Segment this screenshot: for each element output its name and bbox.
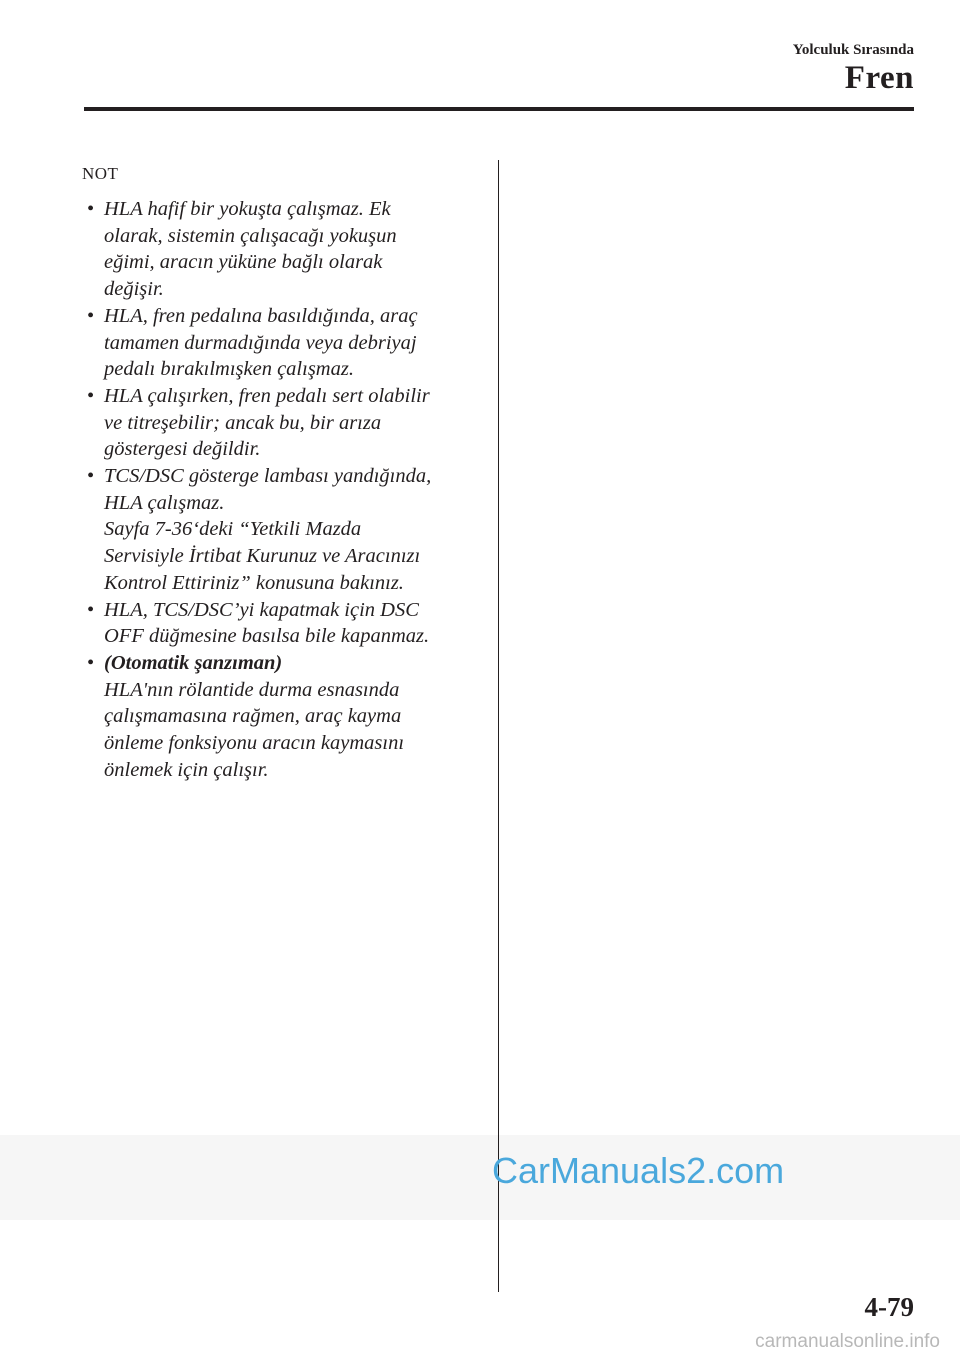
note-line: olarak, sistemin çalışacağı yokuşun	[104, 224, 397, 247]
note-line: Servisiyle İrtibat Kurunuz ve Aracınızı	[104, 545, 421, 568]
note-line: tamamen durmadığında veya debriyaj	[104, 331, 417, 354]
page-number: 4-79	[864, 1292, 914, 1322]
footer-url: carmanualsonline.info	[755, 1331, 940, 1352]
note-line: HLA çalışırken, fren pedalı sert olabilir	[104, 384, 430, 407]
note-list	[84, 196, 484, 783]
column-divider	[498, 160, 499, 1292]
page-title: Fren	[844, 60, 914, 96]
note-label: NOT	[82, 164, 119, 183]
note-item-heading: (Otomatik şanzıman)	[104, 651, 283, 674]
bullet-icon: •	[87, 598, 95, 621]
note-line: TCS/DSC gösterge lambası yandığında,	[104, 465, 432, 488]
note-line: HLA çalışmaz.	[104, 491, 225, 514]
note-line: değişir.	[104, 278, 164, 301]
note-item	[84, 383, 484, 463]
bullet-icon: •	[87, 651, 95, 674]
note-line: ve titreşebilir; ancak bu, bir arıza	[104, 411, 382, 434]
note-line: Kontrol Ettiriniz” konusuna bakınız.	[104, 571, 404, 594]
bullet-icon: •	[87, 198, 95, 220]
note-item	[84, 303, 484, 383]
note-line: HLA hafif bir yokuşta çalışmaz. Ek	[104, 198, 391, 220]
watermark-logo: CarManuals2.com	[492, 1150, 785, 1191]
note-line: HLA, fren pedalına basıldığında, araç	[104, 304, 418, 327]
note-line: pedalı bırakılmışken çalışmaz.	[104, 358, 354, 381]
bullet-icon: •	[87, 304, 95, 327]
note-item	[84, 650, 484, 784]
note-line: Sayfa 7-36‘deki “Yetkili Mazda	[104, 518, 362, 541]
note-line: OFF düğmesine basılsa bile kapanmaz.	[104, 625, 430, 648]
note-line: HLA'nın rölantide durma esnasında	[104, 678, 400, 701]
watermark-stripe	[0, 1135, 960, 1220]
note-line: HLA, TCS/DSC’yi kapatmak için DSC	[104, 598, 419, 621]
note-line: göstergesi değildir.	[104, 438, 261, 461]
note-line: önlemek için çalışır.	[104, 758, 269, 781]
note-line: eğimi, aracın yüküne bağlı olarak	[104, 251, 383, 274]
note-item	[84, 463, 484, 597]
note-line: önleme fonksiyonu aracın kaymasını	[104, 732, 405, 755]
note-line: çalışmamasına rağmen, araç kayma	[104, 705, 402, 728]
bullet-icon: •	[87, 384, 95, 407]
header-rule	[84, 107, 914, 111]
note-item	[84, 196, 484, 303]
note-item	[84, 597, 484, 650]
header-section-label: Yolculuk Sırasında	[792, 42, 914, 58]
bullet-icon: •	[87, 465, 95, 488]
